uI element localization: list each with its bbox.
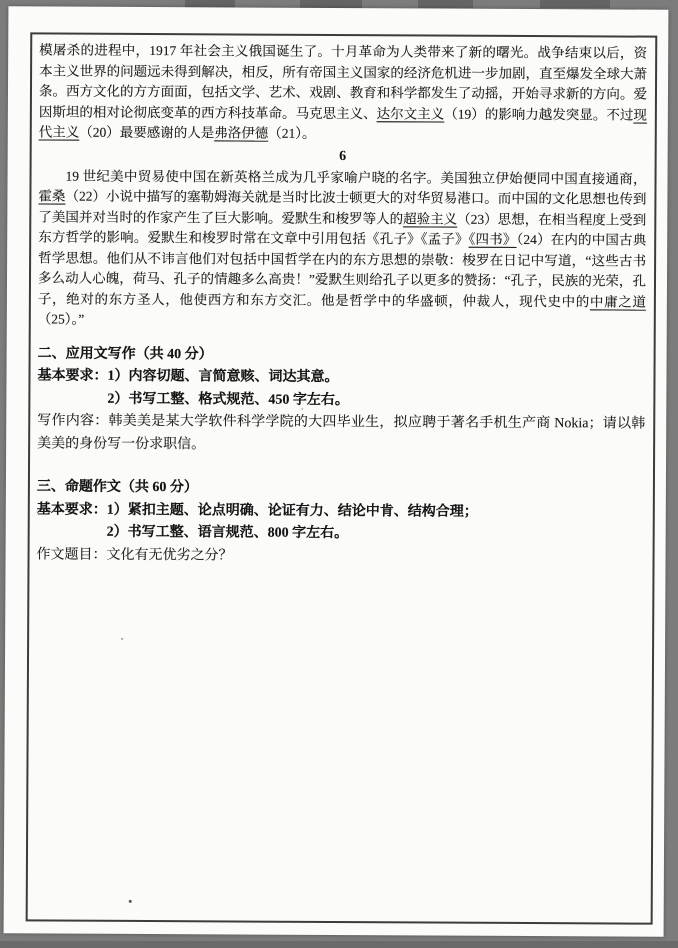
underlined-term: 霍桑 <box>38 188 66 204</box>
section-line: 2）书写工整、格式规范、450 字左右。 <box>107 391 349 408</box>
text-segment: 模屠杀的进程中，1917 年社会主义俄国诞生了。十月革命为人类带来了新的曙光。战争结束以后，资本主义世界的问题远未得到解决，相反，所有帝国主义国家的经济危机进一步加剧，直至爆发全球大萧条。西方文化的方方面面，包括文学、艺术、戏剧、教育和科学都发生了动摇，开始寻求新的方向。爱因斯坦的相对论彻底变革的西方科技革命。马克思主义、 <box>38 42 648 121</box>
scan-speck <box>121 638 123 640</box>
section-heading: 三、命题作文（共 60 分） <box>36 479 198 496</box>
scanner-artifact <box>418 0 473 8</box>
section-line: 2）书写工整、语言规范、800 字左右。 <box>106 524 349 542</box>
section-line: 作文题目：文化有无优劣之分？ <box>36 546 233 563</box>
text-segment: （24）在内的中国古典哲学思想。他们从不讳言他们对包括中国哲学在内的东方思想的崇敬：梭罗在日记中写道，“这些古书多么动人心魄，荷马、孔子的情趣多么高贵！”爱默生则给孔子以更多的赞扬：“孔子，民族的光荣，孔子，绝对的东方圣人，他使西方和东方交汇。他是哲学中的华盛顿，仲裁人，现代史中的 <box>37 231 647 309</box>
writing-sections <box>36 343 645 570</box>
content-frame <box>26 32 658 924</box>
underlined-term: 中庸之道 <box>589 293 646 310</box>
reading-passage-2 <box>38 166 647 333</box>
section-line: 基本要求：1）紧扣主题、论点明确、论证有力、结论中肯、结构合理； <box>36 501 478 520</box>
section-applied-writing <box>37 343 646 459</box>
text-segment: （21）。 <box>268 125 316 141</box>
text-segment: （20）最要感谢的人是 <box>79 124 215 141</box>
reading-passage-1 <box>39 40 648 146</box>
scan-speck <box>129 900 132 903</box>
scanned-page <box>4 6 669 936</box>
scanner-artifact <box>540 0 610 8</box>
underlined-term: 超验主义 <box>403 210 458 227</box>
page-number: 6 <box>339 148 347 164</box>
section-line: 基本要求：1）内容切题、言简意赅、词达其意。 <box>37 368 339 386</box>
section-line: 写作内容：韩美美是某大学软件科学学院的大四毕业生，拟应聘于著名手机生产商 Nokia；请以韩美美的身份写一份求职信。 <box>37 413 646 452</box>
scanner-edge-band <box>0 941 678 948</box>
underlined-term: 弗洛伊德 <box>214 125 269 141</box>
section-heading: 二、应用文写作（共 40 分） <box>37 345 213 362</box>
text-segment: 19 世纪美中贸易使中国在新英格兰成为几乎家喻户晓的名字。美国独立伊始便同中国直接通商， <box>65 168 647 187</box>
text-segment: （23）思想，在相当程度上受到东方哲学的影响。爱默生和梭罗时常在文章中引用包括《孔子》《孟子》 <box>38 211 647 247</box>
scanner-artifact <box>300 0 362 8</box>
underlined-term: 《四书》 <box>468 231 517 247</box>
section-topic-essay <box>36 476 644 569</box>
scan-speck <box>301 408 303 410</box>
underlined-term: 达尔文主义 <box>376 105 445 122</box>
text-segment: （25）。” <box>37 311 85 327</box>
text-segment: （19）的影响力越发突显。不过 <box>444 106 634 123</box>
underlined-term: 现代主义 <box>38 107 647 140</box>
text-segment: （22）小说中描写的塞勒姆海关就是当时比波士顿更大的对华贸易港口。而中国的文化思想也传到了美国并对当时的作家产生了巨大影响。爱默生和梭罗等人的 <box>38 188 647 226</box>
